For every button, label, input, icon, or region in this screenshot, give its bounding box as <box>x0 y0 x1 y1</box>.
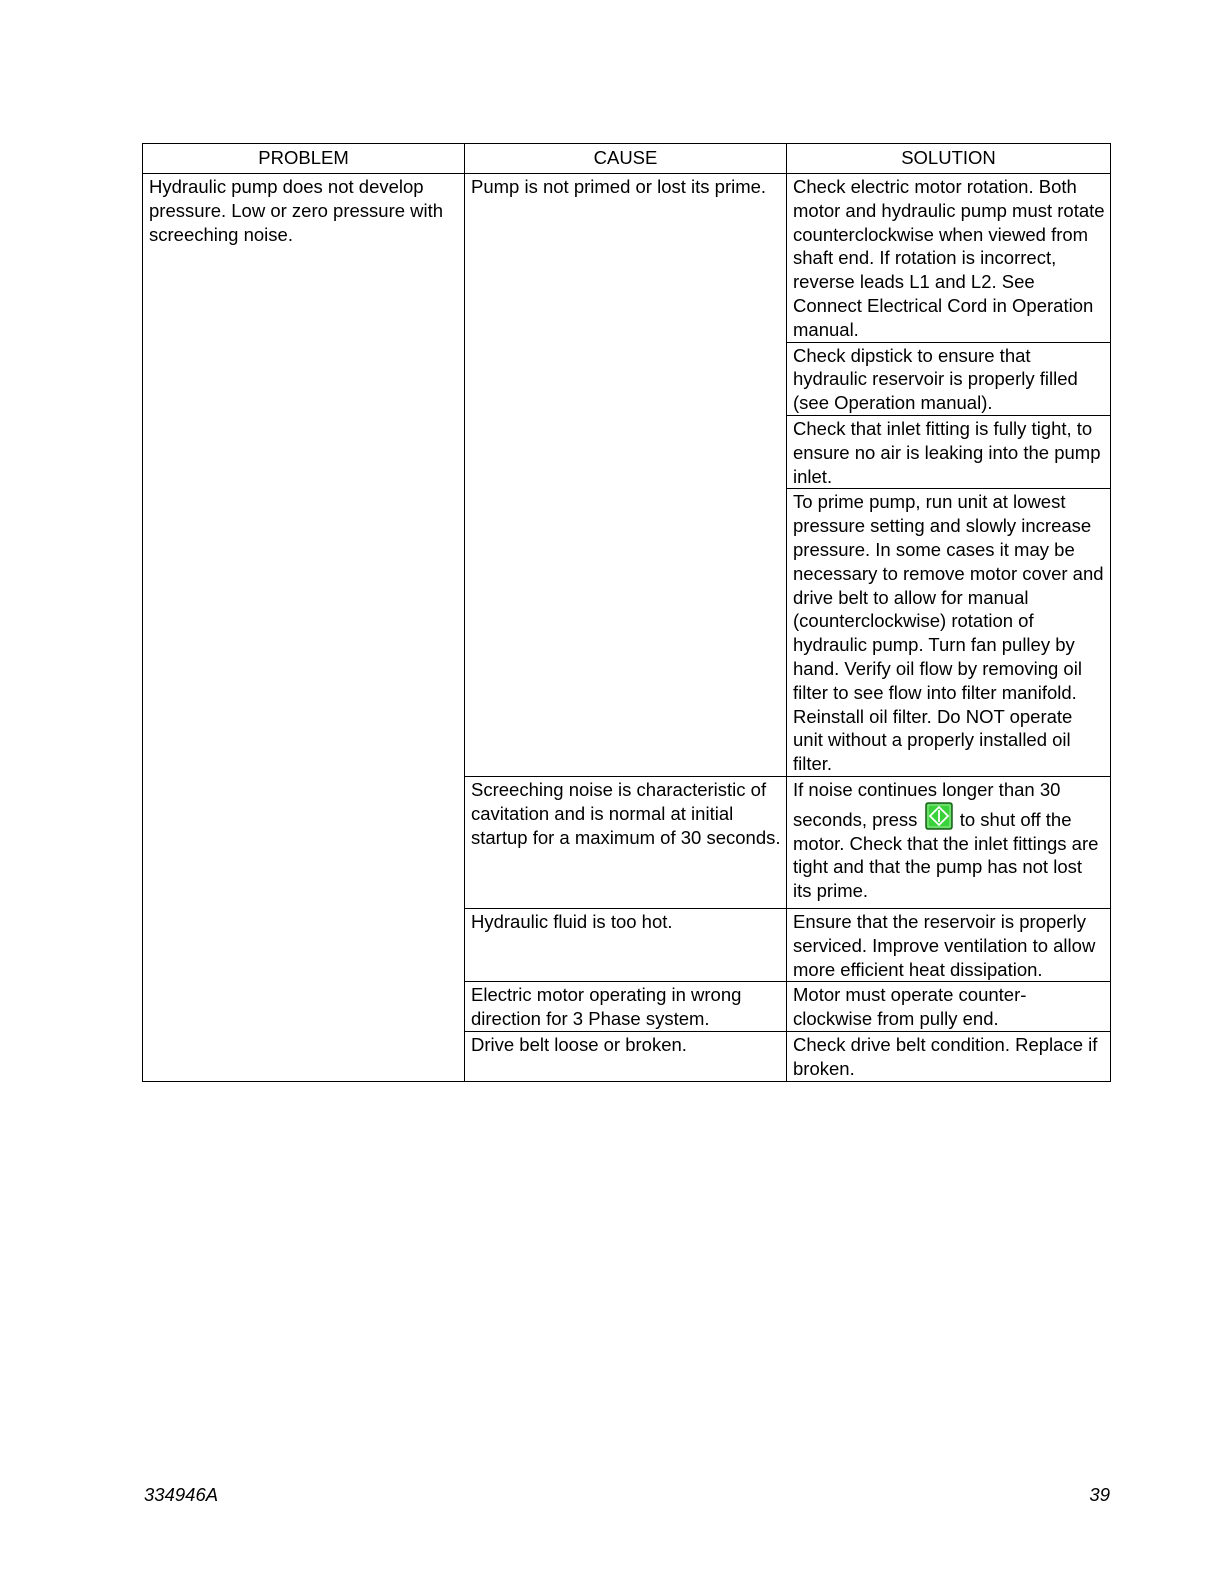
solution-text: Check electric motor rotation. Both motor and hydraulic pump must rotate counterclockwise when viewed from shaft end. If rotation is incorrect, reverse leads L1 and L2. See <box>793 176 1105 293</box>
cause-cell: Hydraulic fluid is too hot. <box>465 908 787 981</box>
solution-cell: Check that inlet fitting is fully tight, to ensure no air is leaking into the pump inlet. <box>787 415 1111 488</box>
cause-cell: Drive belt loose or broken. <box>465 1031 787 1081</box>
motor-power-button-icon <box>925 802 953 830</box>
solution-cell <box>787 174 1111 343</box>
solution-header: SOLUTION <box>787 144 1111 174</box>
solution-cell: To prime pump, run unit at lowest pressure setting and slowly increase pressure. In some cases it may be necessary to remove motor cover and drive belt to allow for manual (counterclockwise) rotation of hydraulic pump. Turn fan pulley by hand. Verify oil flow by removing oil filter to see flow into filter manifold. Reinstall oil filter. Do NOT operate unit without a properly installed oil filter. <box>787 489 1111 777</box>
troubleshooting-table <box>142 143 1111 1082</box>
solution-cell: Check drive belt condition. Replace if broken. <box>787 1031 1111 1081</box>
manual-section-reference: Connect Electrical Cord <box>793 294 988 316</box>
page-number: 39 <box>1089 1484 1110 1505</box>
cause-cell: Screeching noise is characteristic of cavitation and is normal at initial startup for a maximum of 30 seconds. <box>465 776 787 908</box>
header-row <box>143 144 1111 174</box>
document-number: 334946A <box>144 1484 219 1505</box>
cause-cell: Pump is not primed or lost its prime. <box>465 174 787 777</box>
solution-text: If noise continues longer than 30 seconds, press <box>793 778 1061 830</box>
solution-text: in Operation manual. <box>793 294 1094 340</box>
cause-header: CAUSE <box>465 144 787 174</box>
solution-text: to shut off the motor. Check that the inlet fittings are tight and that the pump has not lost its prime. <box>793 808 1099 902</box>
solution-cell <box>787 776 1111 908</box>
problem-cell: Hydraulic pump does not develop pressure. Low or zero pressure with screeching noise. <box>143 174 465 1082</box>
solution-cell: Check dipstick to ensure that hydraulic reservoir is properly filled (see Operation manual). <box>787 342 1111 415</box>
solution-cell: Ensure that the reservoir is properly serviced. Improve ventilation to allow more efficient heat dissipation. <box>787 908 1111 981</box>
problem-header: PROBLEM <box>143 144 465 174</box>
table-row <box>143 174 1111 343</box>
cause-cell: Electric motor operating in wrong direction for 3 Phase system. <box>465 982 787 1032</box>
solution-cell: Motor must operate counter-clockwise from pully end. <box>787 982 1111 1032</box>
